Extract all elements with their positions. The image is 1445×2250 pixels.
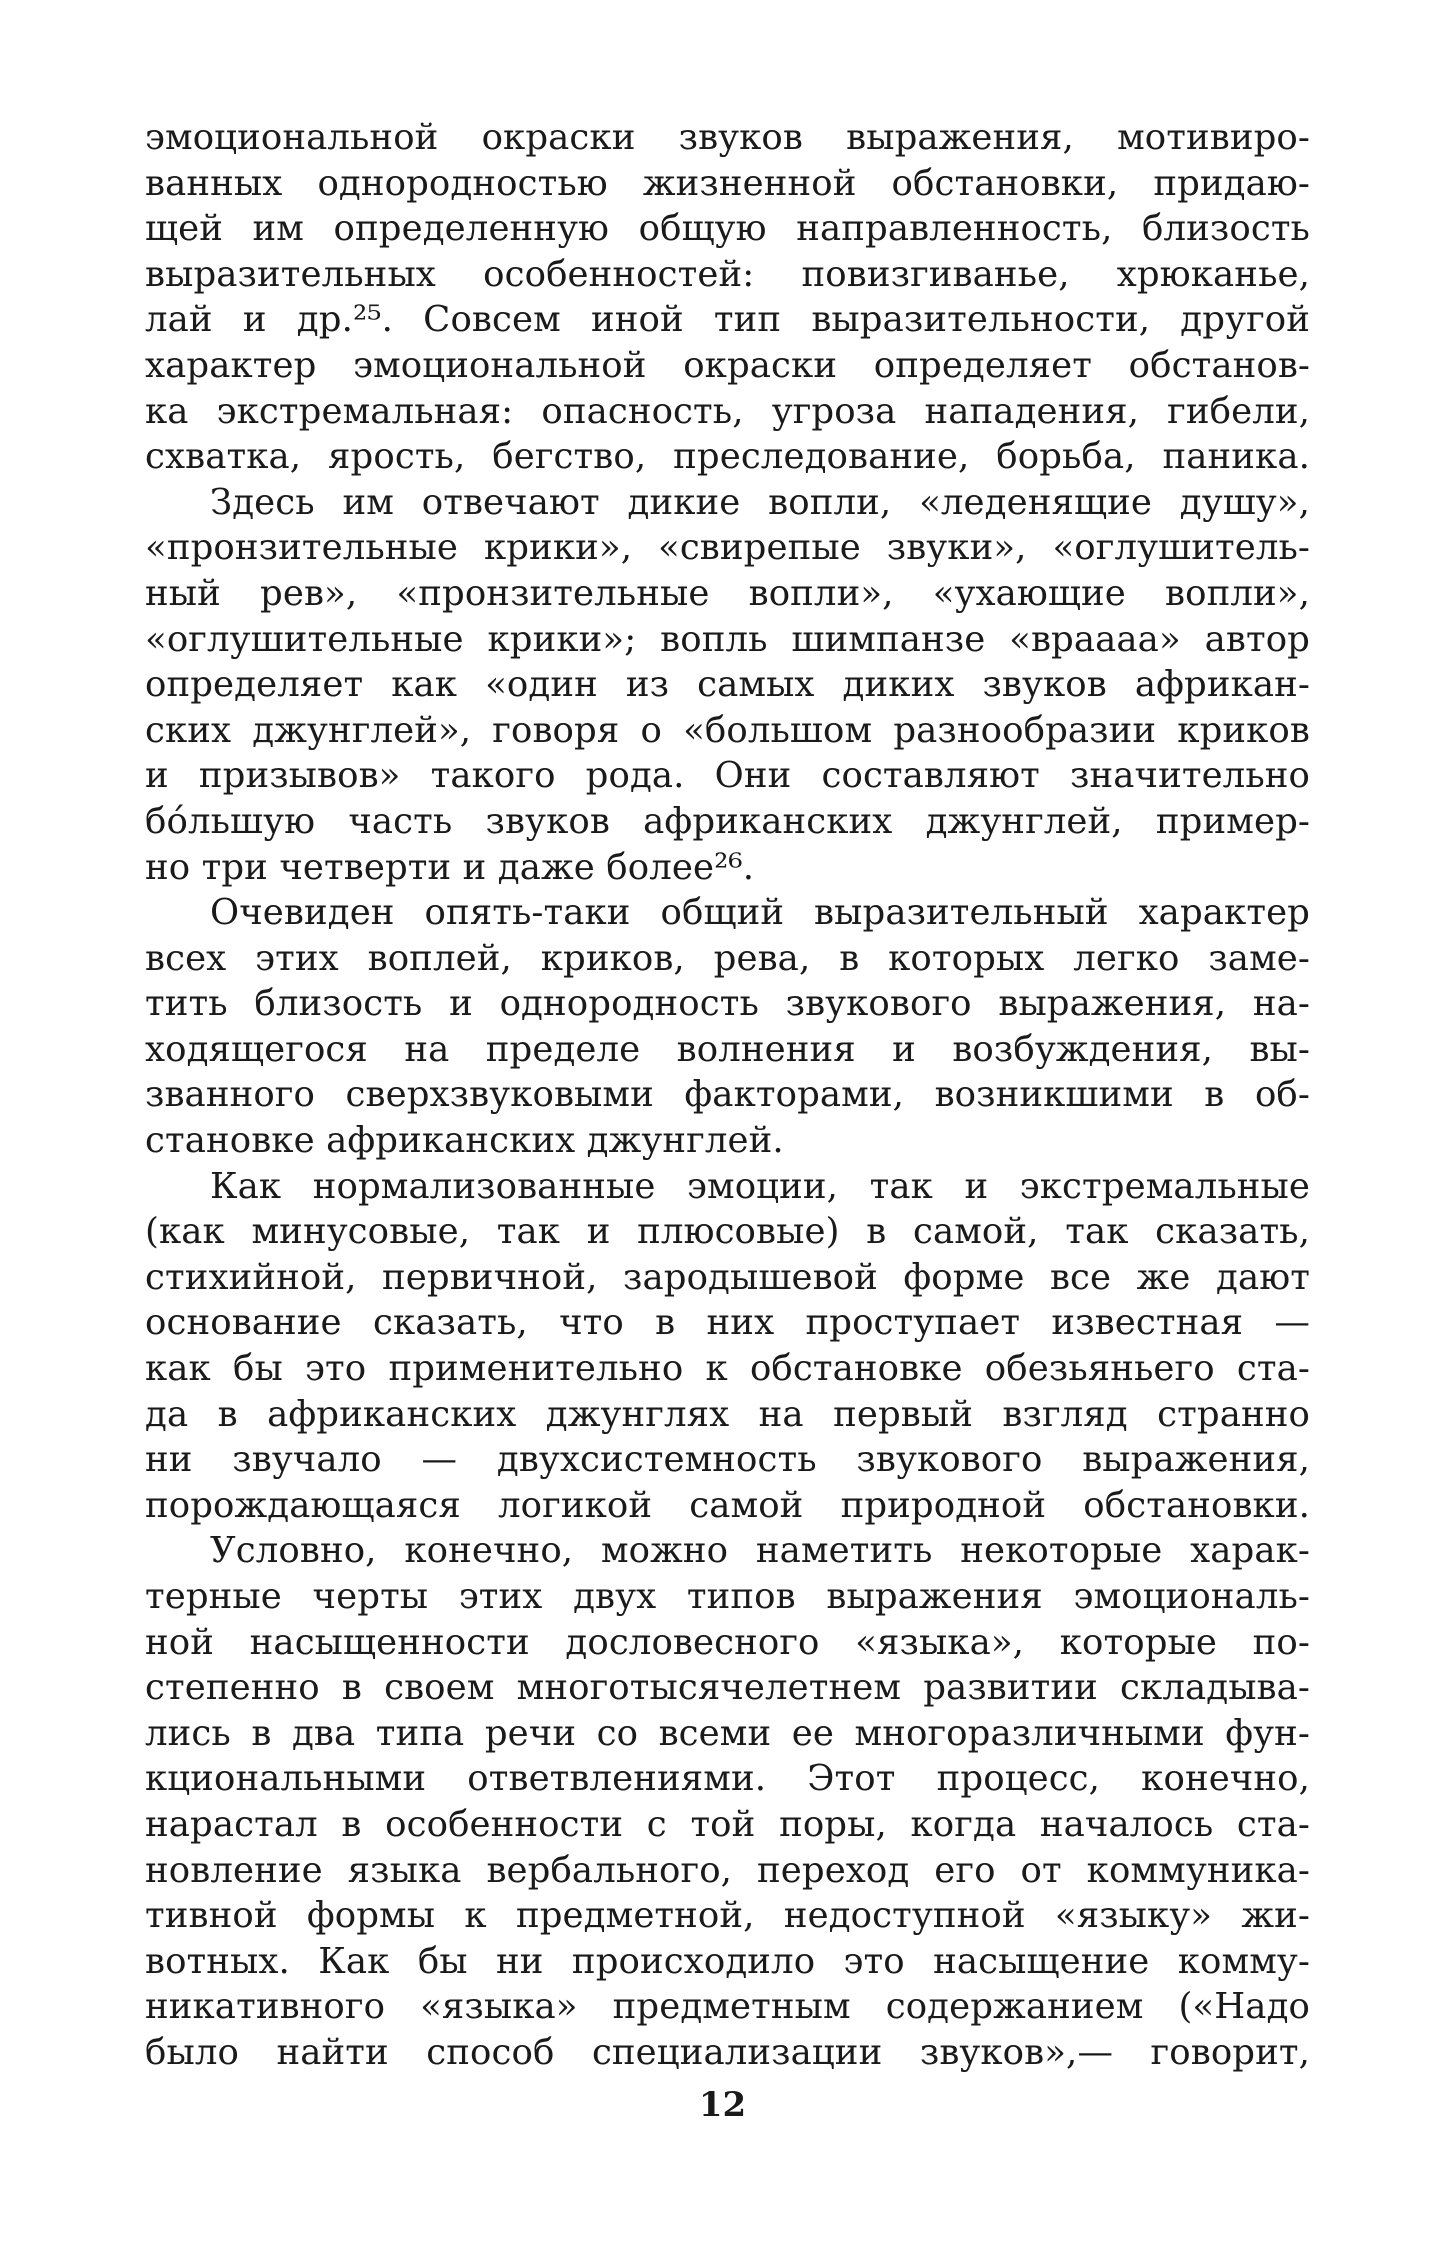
text-line: характер эмоциональной окраски определяет обстанов-: [145, 344, 1310, 386]
text-line: выразительных особенностей: повизгиванье, хрюканье,: [145, 253, 1310, 295]
paragraph: [145, 1164, 1310, 1529]
text-line: основание сказать, что в них проступает известная —: [145, 1302, 1310, 1344]
text-line: званного сверхзвуковыми факторами, возникшими в об-: [145, 1074, 1310, 1116]
text-line: ный рев», «пронзительные вопли», «ухающие вопли»,: [145, 572, 1310, 614]
text-line: Очевиден опять-таки общий выразительный характер: [210, 892, 1310, 934]
text-line: порождающаяся логикой самой природной обстановки.: [145, 1484, 1310, 1526]
text-line: Условно, конечно, можно наметить некоторые харак-: [210, 1530, 1310, 1572]
text-line: да в африканских джунглях на первый взгляд странно: [145, 1393, 1310, 1435]
text-line: степенно в своем многотысячелетнем развитии складыва-: [145, 1667, 1310, 1709]
text-line: лай и др.²⁵. Совсем иной тип выразительности, другой: [145, 299, 1310, 341]
text-line: щей им определенную общую направленность, близость: [145, 208, 1310, 250]
text-line: «пронзительные крики», «свирепые звуки», «оглушитель-: [145, 527, 1310, 569]
text-line: тить близость и однородность звукового выражения, на-: [145, 983, 1310, 1025]
text-line: новление языка вербального, переход его от коммуника-: [145, 1849, 1310, 1891]
text-line: вотных. Как бы ни происходило это насыщение комму-: [145, 1940, 1310, 1982]
text-line: ских джунглей», говоря о «большом разнообразии криков: [145, 709, 1310, 751]
paragraph: [145, 1528, 1310, 2075]
text-line: всех этих воплей, криков, рева, в которых легко заме-: [145, 937, 1310, 979]
text-line: становке африканских джунглей.: [145, 1120, 784, 1162]
text-line: определяет как «один из самых диких звуков африкан-: [145, 664, 1310, 706]
text-line: нарастал в особенности с той поры, когда началось ста-: [145, 1803, 1310, 1845]
text-line: схватка, ярость, бегство, преследование, борьба, паника.: [145, 436, 1310, 478]
page-body: [145, 115, 1310, 2076]
text-line: тивной формы к предметной, недоступной «языку» жи-: [145, 1895, 1310, 1937]
text-line: (как минусовые, так и плюсовые) в самой, так сказать,: [145, 1211, 1310, 1253]
text-line: было найти способ специализации звуков»,— говорит,: [145, 2031, 1310, 2073]
text-line: ной насыщенности дословесного «языка», которые по-: [145, 1621, 1310, 1663]
paragraph: [145, 890, 1310, 1164]
text-line: но три четверти и даже более²⁶.: [145, 846, 755, 888]
text-line: лись в два типа речи со всеми ее многоразличными фун-: [145, 1712, 1310, 1754]
text-line: «оглушительные крики»; вопль шимпанзе «враааа» автор: [145, 618, 1310, 660]
text-line: ни звучало — двухсистемность звукового выражения,: [145, 1439, 1310, 1481]
page-number: 12: [698, 2085, 747, 2125]
text-line: кциональными ответвлениями. Этот процесс, конечно,: [145, 1758, 1310, 1800]
text-line: Здесь им отвечают дикие вопли, «леденящие душу»,: [210, 481, 1310, 523]
text-line: никативного «языка» предметным содержанием («Надо: [145, 1986, 1310, 2028]
text-line: ванных однородностью жизненной обстановки, придаю-: [145, 162, 1310, 204]
text-line: эмоциональной окраски звуков выражения, мотивиро-: [145, 117, 1310, 158]
text-line: ходящегося на пределе волнения и возбуждения, вы-: [145, 1028, 1310, 1070]
text-line: ка экстремальная: опасность, угроза нападения, гибели,: [145, 390, 1310, 432]
paragraph: [145, 115, 1310, 480]
text-line: стихийной, первичной, зародышевой форме все же дают: [145, 1256, 1310, 1298]
text-line: как бы это применительно к обстановке обезьяньего ста-: [145, 1348, 1310, 1390]
text-line: и призывов» такого рода. Они составляют значительно: [145, 755, 1310, 797]
text-line: Как нормализованные эмоции, так и экстремальные: [210, 1165, 1310, 1207]
text-line: бóльшую часть звуков африканских джунглей, пример-: [145, 800, 1310, 842]
text-line: терные черты этих двух типов выражения эмоциональ-: [145, 1576, 1310, 1617]
paragraph: [145, 480, 1310, 890]
